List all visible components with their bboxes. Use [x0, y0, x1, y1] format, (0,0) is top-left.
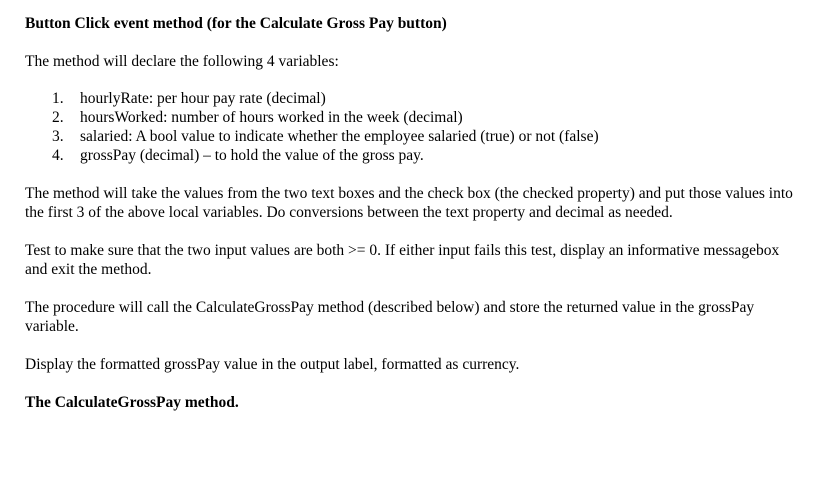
list-item-text: grossPay (decimal) – to hold the value of the gross pay. — [80, 147, 424, 164]
paragraph-display-output: Display the formatted grossPay value in the output label, formatted as currency. — [25, 356, 520, 373]
subsection-heading: The CalculateGrossPay method. — [25, 394, 239, 411]
list-number: 2. — [52, 109, 64, 126]
document-body — [25, 14, 805, 412]
list-number: 1. — [52, 90, 64, 107]
list-item — [25, 89, 805, 108]
paragraph-calculate-call: The procedure will call the CalculateGrossPay method (described below) and store the returned value in the grossPay variable. — [25, 299, 755, 335]
list-item — [25, 146, 805, 165]
list-item-text: hoursWorked: number of hours worked in the week (decimal) — [80, 109, 463, 126]
intro-paragraph: The method will declare the following 4 variables: — [25, 53, 339, 70]
variables-list — [25, 89, 805, 165]
list-number: 4. — [52, 147, 64, 164]
section-heading: Button Click event method (for the Calculate Gross Pay button) — [25, 15, 447, 32]
paragraph-validation: Test to make sure that the two input values are both >= 0. If either input fails this test, display an informative messagebox and exit the method. — [25, 242, 780, 278]
list-item-text: salaried: A bool value to indicate whether the employee salaried (true) or not (false) — [80, 128, 599, 145]
paragraph-conversions: The method will take the values from the two text boxes and the check box (the checked property) and put those values into the first 3 of the above local variables. Do conversions between the text property and decimal as needed. — [25, 185, 793, 221]
list-number: 3. — [52, 128, 64, 145]
list-item — [25, 108, 805, 127]
list-item — [25, 127, 805, 146]
list-item-text: hourlyRate: per hour pay rate (decimal) — [80, 90, 326, 107]
